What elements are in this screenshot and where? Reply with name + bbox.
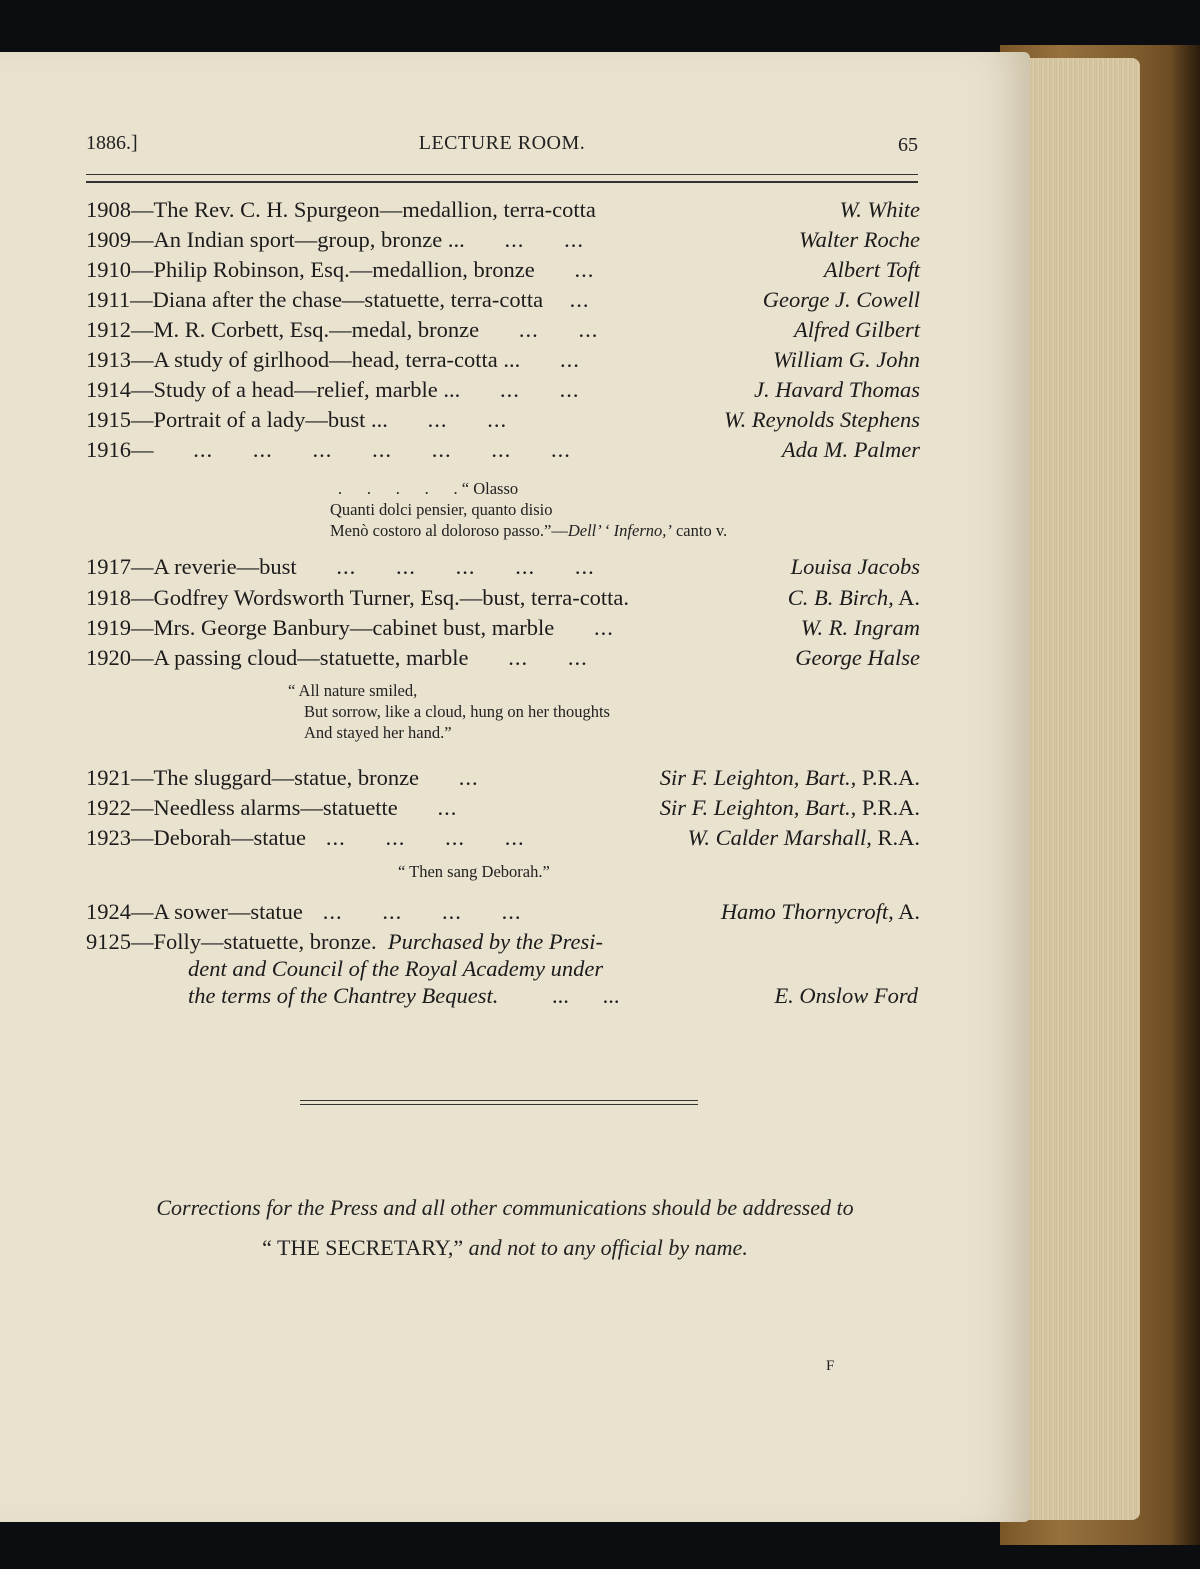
footer-note-line-2: “ THE SECRETARY,” and not to any official by name. bbox=[262, 1235, 748, 1260]
entry-number: 1914 bbox=[86, 377, 131, 402]
catalogue-entry bbox=[86, 376, 920, 404]
entry-title: —A sower—statue bbox=[131, 899, 303, 924]
entry-artist: C. B. Birch, A. bbox=[787, 585, 920, 610]
quote-line: . . . . . “ Olasso bbox=[338, 479, 519, 498]
entry-leader-dots: ... ... ... ... bbox=[305, 825, 525, 850]
quote-line: But sorrow, like a cloud, hung on her thoughts bbox=[304, 702, 610, 721]
catalogue-entry bbox=[86, 226, 920, 254]
entry-leader-dots: ... bbox=[520, 347, 580, 372]
entry-leader-dots: ... ... bbox=[551, 983, 620, 1008]
quote-line: Menò costoro al doloroso passo.”—Dell’ ‘ Inferno,’ canto v. bbox=[330, 521, 728, 540]
entry-leader-dots: ... ... bbox=[479, 317, 599, 342]
entry-artist: W. Calder Marshall, R.A. bbox=[687, 825, 920, 850]
entry-title: —Philip Robinson, Esq.—medallion, bronze bbox=[131, 257, 535, 282]
catalogue-entry bbox=[86, 286, 920, 314]
entry-number: 1920 bbox=[86, 645, 131, 670]
entry-leader-dots: ... ... ... ... ... ... ... bbox=[153, 437, 571, 462]
entry-leader-dots: ... bbox=[534, 257, 595, 282]
section-rule-bottom bbox=[300, 1104, 698, 1105]
quote-line: “ All nature smiled, bbox=[288, 681, 418, 700]
entry-number: 1919 bbox=[86, 615, 131, 640]
entry-artist: W. Reynolds Stephens bbox=[723, 407, 920, 432]
entry-title: —Study of a head—relief, marble ... bbox=[131, 377, 461, 402]
entry-number: 1915 bbox=[86, 407, 131, 432]
entry-leader-dots: ... ... bbox=[468, 645, 588, 670]
entry-title: —The sluggard—statue, bronze bbox=[131, 765, 420, 790]
catalogue-entry bbox=[86, 824, 920, 852]
entry-note: dent and Council of the Royal Academy under bbox=[188, 956, 604, 981]
quote-cloud bbox=[288, 680, 610, 743]
entry-artist: W. White bbox=[839, 197, 920, 222]
catalogue-entry bbox=[86, 584, 920, 612]
entry-number: 1916 bbox=[86, 437, 131, 462]
entry-note: the terms of the Chantrey Bequest. bbox=[188, 983, 499, 1008]
entry-number: 1911 bbox=[86, 287, 131, 312]
entry-number: 1913 bbox=[86, 347, 131, 372]
folly-entry-line-1 bbox=[86, 928, 603, 956]
entry-title: —A reverie—bust bbox=[131, 554, 297, 579]
entry-title: —An Indian sport—group, bronze ... bbox=[131, 227, 465, 252]
entry-artist: J. Havard Thomas bbox=[753, 377, 920, 402]
entry-artist: Albert Toft bbox=[823, 257, 920, 282]
entry-leader-dots: ... ... ... ... bbox=[302, 899, 522, 924]
catalogue-entry bbox=[86, 316, 920, 344]
entry-title: —A passing cloud—statuette, marble bbox=[131, 645, 469, 670]
entry-leader-dots: ... ... bbox=[460, 377, 580, 402]
entry-number: 9125 bbox=[86, 929, 131, 954]
entry-artist: W. R. Ingram bbox=[800, 615, 920, 640]
catalogue-entry bbox=[86, 406, 920, 434]
catalogue-entry bbox=[86, 346, 920, 374]
entry-number: 1918 bbox=[86, 585, 131, 610]
page-number: 65 bbox=[898, 134, 918, 156]
entry-number: 1908 bbox=[86, 197, 131, 222]
entry-artist: Walter Roche bbox=[798, 227, 920, 252]
quote-deborah bbox=[398, 861, 550, 882]
entry-number: 1912 bbox=[86, 317, 131, 342]
folly-entry-line-3 bbox=[188, 982, 619, 1010]
quote-line: Quanti dolci pensier, quanto disio bbox=[330, 500, 553, 519]
entry-number: 1917 bbox=[86, 554, 131, 579]
entry-leader-dots: ... ... bbox=[464, 227, 584, 252]
entry-leader-dots: ... bbox=[419, 765, 479, 790]
catalogue-entry bbox=[86, 764, 920, 792]
entry-artist: Sir F. Leighton, Bart., P.R.A. bbox=[659, 765, 920, 790]
catalogue-entry bbox=[86, 644, 920, 672]
entry-leader-dots: ... ... ... ... ... bbox=[296, 554, 595, 579]
entry-leader-dots: ... ... bbox=[387, 407, 508, 432]
entry-title: —The Rev. C. H. Spurgeon—medallion, terra-cotta bbox=[131, 197, 596, 222]
entry-number: 1923 bbox=[86, 825, 131, 850]
catalogue-entry bbox=[86, 256, 920, 284]
catalogue-entry bbox=[86, 794, 920, 822]
entry-leader-dots: ... bbox=[397, 795, 458, 820]
entry-number: 1921 bbox=[86, 765, 131, 790]
footer-note-line-1: Corrections for the Press and all other communications should be addressed to bbox=[156, 1195, 854, 1220]
folly-entry-artist: E. Onslow Ford bbox=[774, 983, 918, 1008]
header-rule-top bbox=[86, 174, 918, 175]
header-title: LECTURE ROOM. bbox=[418, 132, 586, 154]
catalogue-entry bbox=[86, 553, 920, 581]
entry-title: — bbox=[131, 437, 154, 462]
catalogue-entry bbox=[86, 436, 920, 464]
entry-title: —Godfrey Wordsworth Turner, Esq.—bust, terra-cotta. bbox=[131, 585, 630, 610]
entry-title: —A study of girlhood—head, terra-cotta ... bbox=[131, 347, 521, 372]
entry-artist: George J. Cowell bbox=[762, 287, 920, 312]
binding-shadow bbox=[1170, 45, 1200, 1545]
catalogue-entry bbox=[86, 898, 920, 926]
entry-leader-dots: ... bbox=[543, 287, 590, 312]
entry-title: —Diana after the chase—statuette, terra-cotta bbox=[130, 287, 544, 312]
entry-number: 1909 bbox=[86, 227, 131, 252]
entry-title: —Folly—statuette, bronze. bbox=[131, 929, 377, 954]
entry-number: 1924 bbox=[86, 899, 131, 924]
entry-artist: William G. John bbox=[773, 347, 920, 372]
quote-inferno bbox=[330, 478, 727, 541]
entry-note: Purchased by the Presi- bbox=[387, 929, 603, 954]
entry-artist: Ada M. Palmer bbox=[781, 437, 920, 462]
catalogue-entry bbox=[86, 614, 920, 642]
page-header bbox=[86, 132, 918, 166]
entry-title: —Portrait of a lady—bust ... bbox=[131, 407, 388, 432]
entry-artist: Hamo Thornycroft, A. bbox=[720, 899, 920, 924]
entry-artist: George Halse bbox=[795, 645, 920, 670]
quote-line: “ Then sang Deborah.” bbox=[398, 862, 550, 881]
entry-leader-dots: ... bbox=[554, 615, 614, 640]
header-rule-bottom bbox=[86, 181, 918, 183]
entry-artist: Alfred Gilbert bbox=[793, 317, 920, 342]
catalogue-entry bbox=[86, 196, 920, 224]
section-rule-top bbox=[300, 1100, 698, 1101]
entry-title: —Mrs. George Banbury—cabinet bust, marble bbox=[131, 615, 555, 640]
folly-entry-line-2 bbox=[188, 955, 603, 983]
signature-mark: F bbox=[826, 1358, 835, 1374]
header-year: 1886.] bbox=[86, 132, 138, 154]
entry-artist: Louisa Jacobs bbox=[790, 554, 920, 579]
entry-number: 1910 bbox=[86, 257, 131, 282]
entry-number: 1922 bbox=[86, 795, 131, 820]
entry-artist: Sir F. Leighton, Bart., P.R.A. bbox=[659, 795, 920, 820]
entry-title: —M. R. Corbett, Esq.—medal, bronze bbox=[131, 317, 480, 342]
entry-title: —Needless alarms—statuette bbox=[131, 795, 398, 820]
entry-title: —Deborah—statue bbox=[131, 825, 306, 850]
quote-line: And stayed her hand.” bbox=[304, 723, 452, 742]
